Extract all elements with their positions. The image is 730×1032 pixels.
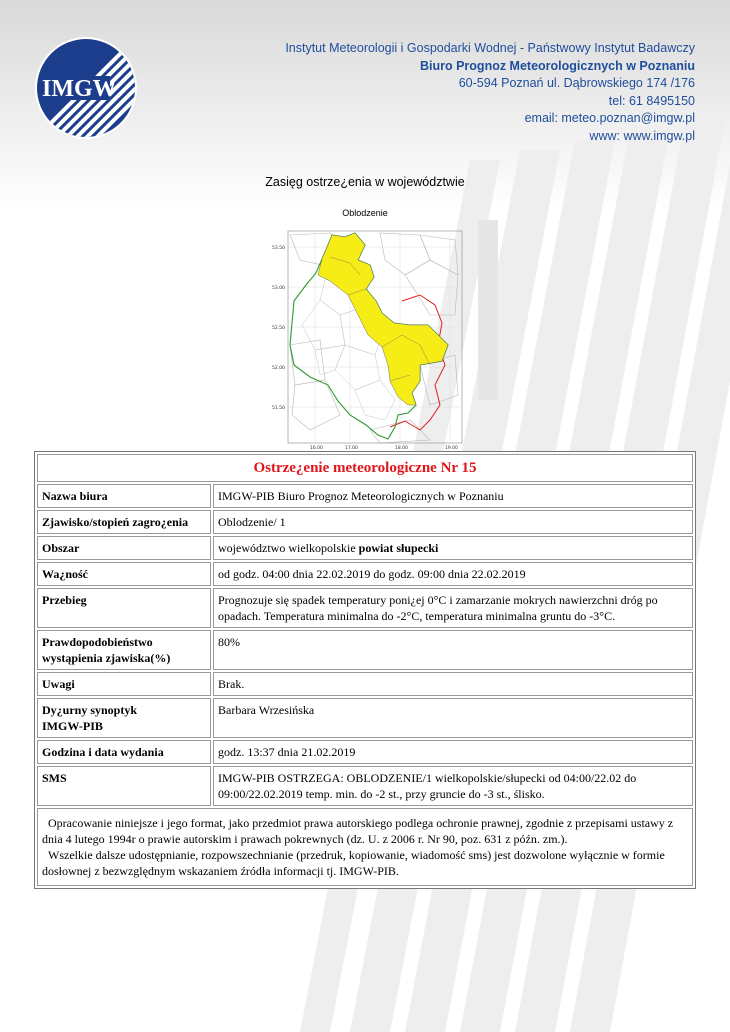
- remarks-value: Brak.: [213, 672, 693, 696]
- validity-value: od godz. 04:00 dnia 22.02.2019 do godz. 09:00 dnia 22.02.2019: [213, 562, 693, 586]
- lon-tick: 18.00: [395, 446, 408, 450]
- sms-label: SMS: [37, 766, 211, 806]
- issued-label: Godzina i data wydania: [37, 740, 211, 764]
- office-website[interactable]: www: www.imgw.pl: [589, 128, 695, 143]
- lat-tick: 52.00: [272, 366, 285, 371]
- phenomenon-value: Oblodzenie/ 1: [213, 510, 693, 534]
- validity-label: Wa¿ność: [37, 562, 211, 586]
- lat-tick: 51.50: [272, 406, 285, 411]
- probability-label: Prawdopodobieństwo wystąpienia zjawiska(%): [37, 630, 211, 670]
- copyright-notice: [37, 808, 693, 886]
- lat-tick: 52.50: [272, 326, 285, 331]
- lat-tick: 53.50: [272, 246, 285, 251]
- probability-value: 80%: [213, 630, 693, 670]
- copyright-paragraph-1: [42, 815, 688, 847]
- imgw-logo: [34, 36, 138, 140]
- course-label: Przebieg: [37, 588, 211, 628]
- warning-table: [34, 451, 696, 889]
- forecaster-label: [37, 698, 211, 738]
- copyright-text-1: Opracowanie niniejsze i jego format, jako przedmiot prawa autorskiego podlega ochronie prawnej, zgodnie z przepisami ustawy z dnia 4 lutego 1994r o prawie autorskim i prawach pokrewnych (dz. U. z 2006 r. Nr 90, poz. 631 z późn. zm.).: [42, 816, 674, 846]
- issued-value: godz. 13:37 dnia 21.02.2019: [213, 740, 693, 764]
- forecaster-label-line2: IMGW-PIB: [42, 719, 103, 733]
- office-address: 60-594 Poznań ul. Dąbrowskiego 174 /176: [458, 76, 695, 90]
- logo-text: IMGW: [42, 76, 117, 102]
- warning-map: [270, 205, 470, 450]
- course-value: Prognozuje się spadek temperatury poni¿ej 0°C i zamarzanie mokrych nawierzchni dróg po opadach. Temperatura minimalna do -2°C, temperatura minimalna gruntu do -3°C.: [213, 588, 693, 628]
- forecaster-value: Barbara Wrzesińska: [213, 698, 693, 738]
- office-name: Biuro Prognoz Meteorologicznych w Poznaniu: [419, 58, 695, 73]
- copyright-text-2: Wszelkie dalsze udostępnianie, rozpowszechnianie (przedruk, kopiowanie, wiadomość sms) jest dozwolone wyłącznie w formie dosłownej z bezwzględnym wskazaniem źródła informacji tj. IMGW-PIB.: [42, 848, 665, 878]
- phenomenon-label: Zjawisko/stopień zagro¿enia: [37, 510, 211, 534]
- area-voivodeship: województwo wielkopolskie: [218, 541, 359, 555]
- lon-tick: 16.00: [310, 446, 323, 450]
- office-value: IMGW-PIB Biuro Prognoz Meteorologicznych w Poznaniu: [213, 484, 693, 508]
- area-label: Obszar: [37, 536, 211, 560]
- map-title: Zasięg ostrze¿enia w województwie: [265, 175, 465, 189]
- forecaster-label-line1: Dy¿urny synoptyk: [42, 703, 138, 717]
- area-value: [213, 536, 693, 560]
- institute-header: [285, 40, 695, 145]
- institute-name: Instytut Meteorologii i Gospodarki Wodnej - Państwowy Instytut Badawczy: [285, 41, 695, 55]
- lon-tick: 17.00: [345, 446, 358, 450]
- office-phone: tel: 61 8495150: [608, 93, 695, 108]
- copyright-paragraph-2: [42, 847, 688, 879]
- remarks-label: Uwagi: [37, 672, 211, 696]
- lon-tick: 19.00: [445, 446, 458, 450]
- map-subtitle: Oblodzenie: [342, 208, 388, 218]
- lat-tick: 53.00: [272, 286, 285, 291]
- office-label: Nazwa biura: [37, 484, 211, 508]
- office-email[interactable]: email: meteo.poznan@imgw.pl: [524, 111, 695, 125]
- sms-value: IMGW-PIB OSTRZEGA: OBLODZENIE/1 wielkopolskie/słupecki od 04:00/22.02 do 09:00/22.02.2019 temp. min. do -2 st., przy gruncie do -3 st., ślisko.: [213, 766, 693, 806]
- area-county: powiat słupecki: [358, 541, 439, 555]
- warning-title: Ostrze¿enie meteorologiczne Nr 15: [37, 454, 693, 482]
